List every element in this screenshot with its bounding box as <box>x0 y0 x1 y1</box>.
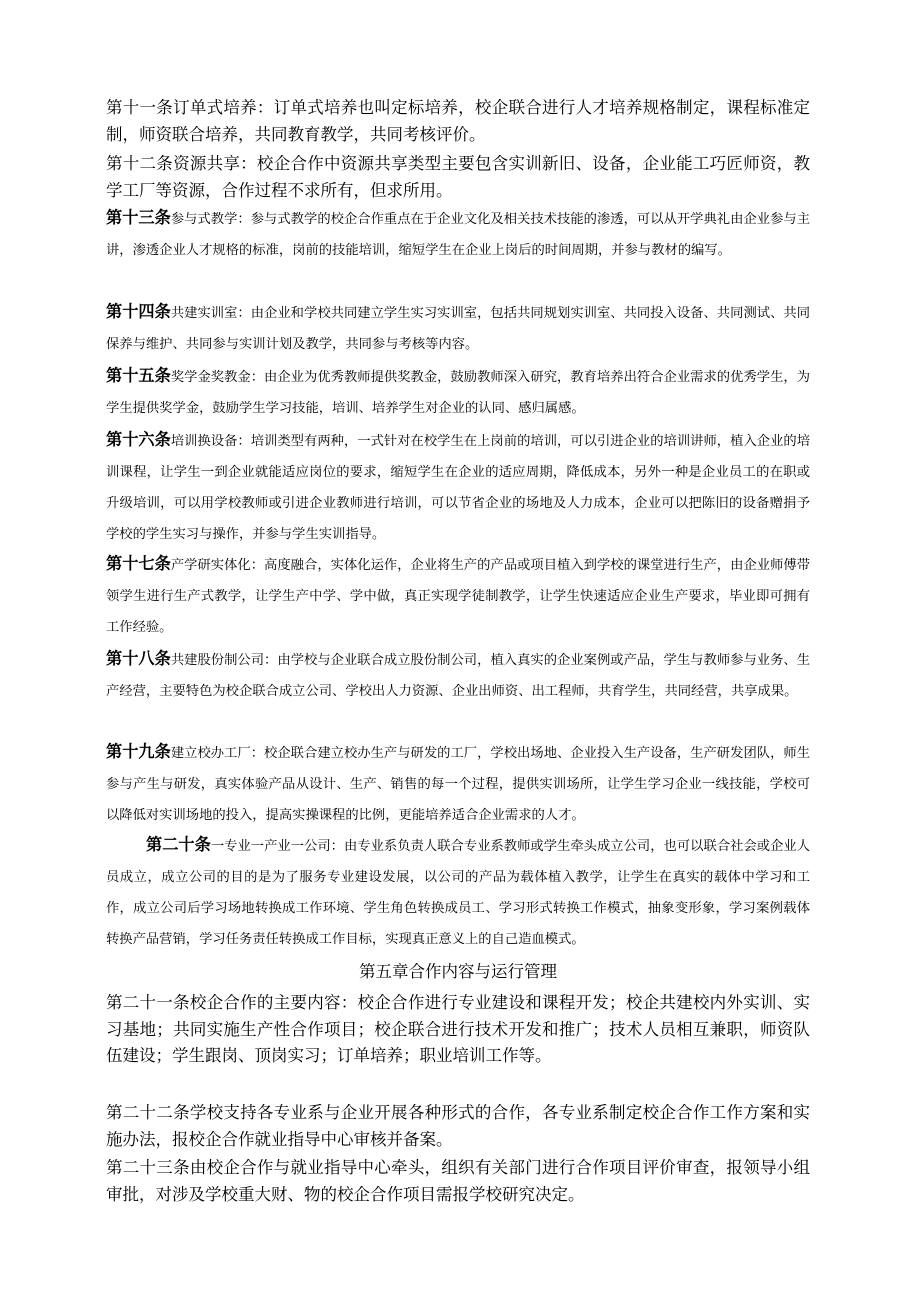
article-16-title: 培训换设备： <box>170 434 251 449</box>
article-14 <box>106 296 810 360</box>
article-16-head: 第十六条 <box>106 430 171 449</box>
article-18-title: 共建股份制公司： <box>170 653 278 668</box>
article-19 <box>106 736 810 831</box>
article-12 <box>106 151 810 204</box>
article-19-title: 建立校办工厂： <box>170 746 265 761</box>
article-18-body: 由学校与企业联合成立股份制公司，植入真实的企业案例或产品，学生与教师参与业务、生产经营，主要特色为校企联合成立公司、学校出人力资源、企业出师资、出工程师，共育学生，共同经营，共享成果。 <box>106 653 811 699</box>
article-20-head: 第二十条 <box>146 835 211 854</box>
article-20-title: 一专业一产业一公司： <box>210 839 344 854</box>
article-13-body: 参与式教学的校企合作重点在于企业文化及相关技术技能的渗透，可以从开学典礼由企业参与主讲，渗透企业人才规格的标准，岗前的技能培训，缩短学生在企业上岗后的时间周期，并参与教材的编写。 <box>106 212 811 258</box>
article-11-head: 第十一条 <box>106 98 174 117</box>
article-15-head: 第十五条 <box>106 366 171 385</box>
article-15-body: 由企业为优秀教师提供奖教金，鼓励教师深入研究，教育培养出符合企业需求的优秀学生，为学生提供奖学金，鼓励学生学习技能，培训、培养学生对企业的认同、感归属感。 <box>106 370 811 416</box>
article-21: 第二十一条校企合作的主要内容：校企合作进行专业建设和课程开发；校企共建校内外实训、实习基地；共同实施生产性合作项目；校企联合进行技术开发和推广；技术人员相互兼职，师资队伍建设；学生跟岗、顶岗实习；订单培养；职业培训工作等。 <box>106 993 810 1065</box>
article-11 <box>106 95 810 148</box>
article-11-title: 订单式培养： <box>173 98 274 117</box>
article-17-body: 高度融合，实体化运作，企业将生产的产品或项目植入到学校的课堂进行生产，由企业师傅带领学生进行生产式教学，让学生产中学、学中做，真正实现学徒制教学，让学生快速适应企业生产要求，毕业即可拥有工作经验。 <box>106 558 811 635</box>
article-22: 第二十二条学校支持各专业系与企业开展各种形式的合作，各专业系制定校企合作工作方案和实施办法，报校企合作就业指导中心审核并备案。 <box>106 1103 810 1149</box>
article-19-body: 校企联合建立校办生产与研发的工厂，学校出场地、企业投入生产设备，生产研发团队，师生参与产生与研发，真实体验产品从设计、生产、销售的每一个过程，提供实训场所，让学生学习企业一线技能，学校可以降低对实训场地的投入，提高实操课程的比例，更能培养适合企业需求的人才。 <box>106 746 811 823</box>
article-19-head: 第十九条 <box>106 742 171 761</box>
article-18 <box>106 643 810 707</box>
article-14-body: 由企业和学校共同建立学生实习实训室，包括共同规划实训室、共同投入设备、共同测试、共同保养与维护、共同参与实训计划及教学，共同参与考核等内容。 <box>106 306 811 352</box>
article-17 <box>106 548 810 643</box>
article-14-title: 共建实训室： <box>170 306 251 321</box>
article-18-head: 第十八条 <box>106 649 171 668</box>
article-14-head: 第十四条 <box>106 302 171 321</box>
article-13 <box>106 202 810 266</box>
article-20-body: 由专业系负责人联合专业系教师或学生牵头成立公司，也可以联合社会或企业人员成立，成立公司的目的是为了服务专业建设发展，以公司的产品为载体植入教学，让学生在真实的载体中学习和工作，成立公司后学习场地转换成工作环境、学生角色转换成员工、学习形式转换工作模式，抽象变形象，学习案例载体转换产品营销，学习任务责任转换成工作目标，实现真正意义上的自己造血模式。 <box>106 839 811 947</box>
chapter-title: 第五章合作内容与运行管理 <box>359 962 557 981</box>
article-13-head: 第十三条 <box>106 208 171 227</box>
article-15-title: 奖学金奖教金： <box>170 370 265 385</box>
article-17-title: 产学研实体化： <box>170 558 265 573</box>
article-11-body: 订单式培养也叫定标培养，校企联合进行人才培养规格制定，课程标准定制，师资联合培养，共同教育教学，共同考核评价。 <box>106 98 811 144</box>
article-17-head: 第十七条 <box>106 554 171 573</box>
article-16-body: 培训类型有两种，一式针对在校学生在上岗前的培训，可以引进企业的培训讲师，植入企业的培训课程，让学生一到企业就能适应岗位的要求，缩短学生在企业的适应周期，降低成本，另外一种是企业员工的在职或升级培训，可以用学校教师或引进企业教师进行培训，可以节省企业的场地及人力成本，企业可以把陈旧的设备赠捐予学校的学生实习与操作，并参与学生实训指导。 <box>106 434 811 542</box>
article-12-head: 第十二条 <box>106 154 174 173</box>
article-12-body: 校企合作中资源共享类型主要包含实训新旧、设备，企业能工巧匠师资，教学工厂等资源，合作过程不求所有，但求所用。 <box>106 154 811 200</box>
article-13-title: 参与式教学： <box>170 212 251 227</box>
article-15 <box>106 360 810 424</box>
article-16 <box>106 424 810 550</box>
article-20 <box>106 829 810 955</box>
article-23: 第二十三条由校企合作与就业指导中心牵头，组织有关部门进行合作项目评价审查，报领导小组审批，对涉及学校重大财、物的校企合作项目需报学校研究决定。 <box>106 1158 810 1204</box>
article-12-title: 资源共享： <box>173 154 257 173</box>
